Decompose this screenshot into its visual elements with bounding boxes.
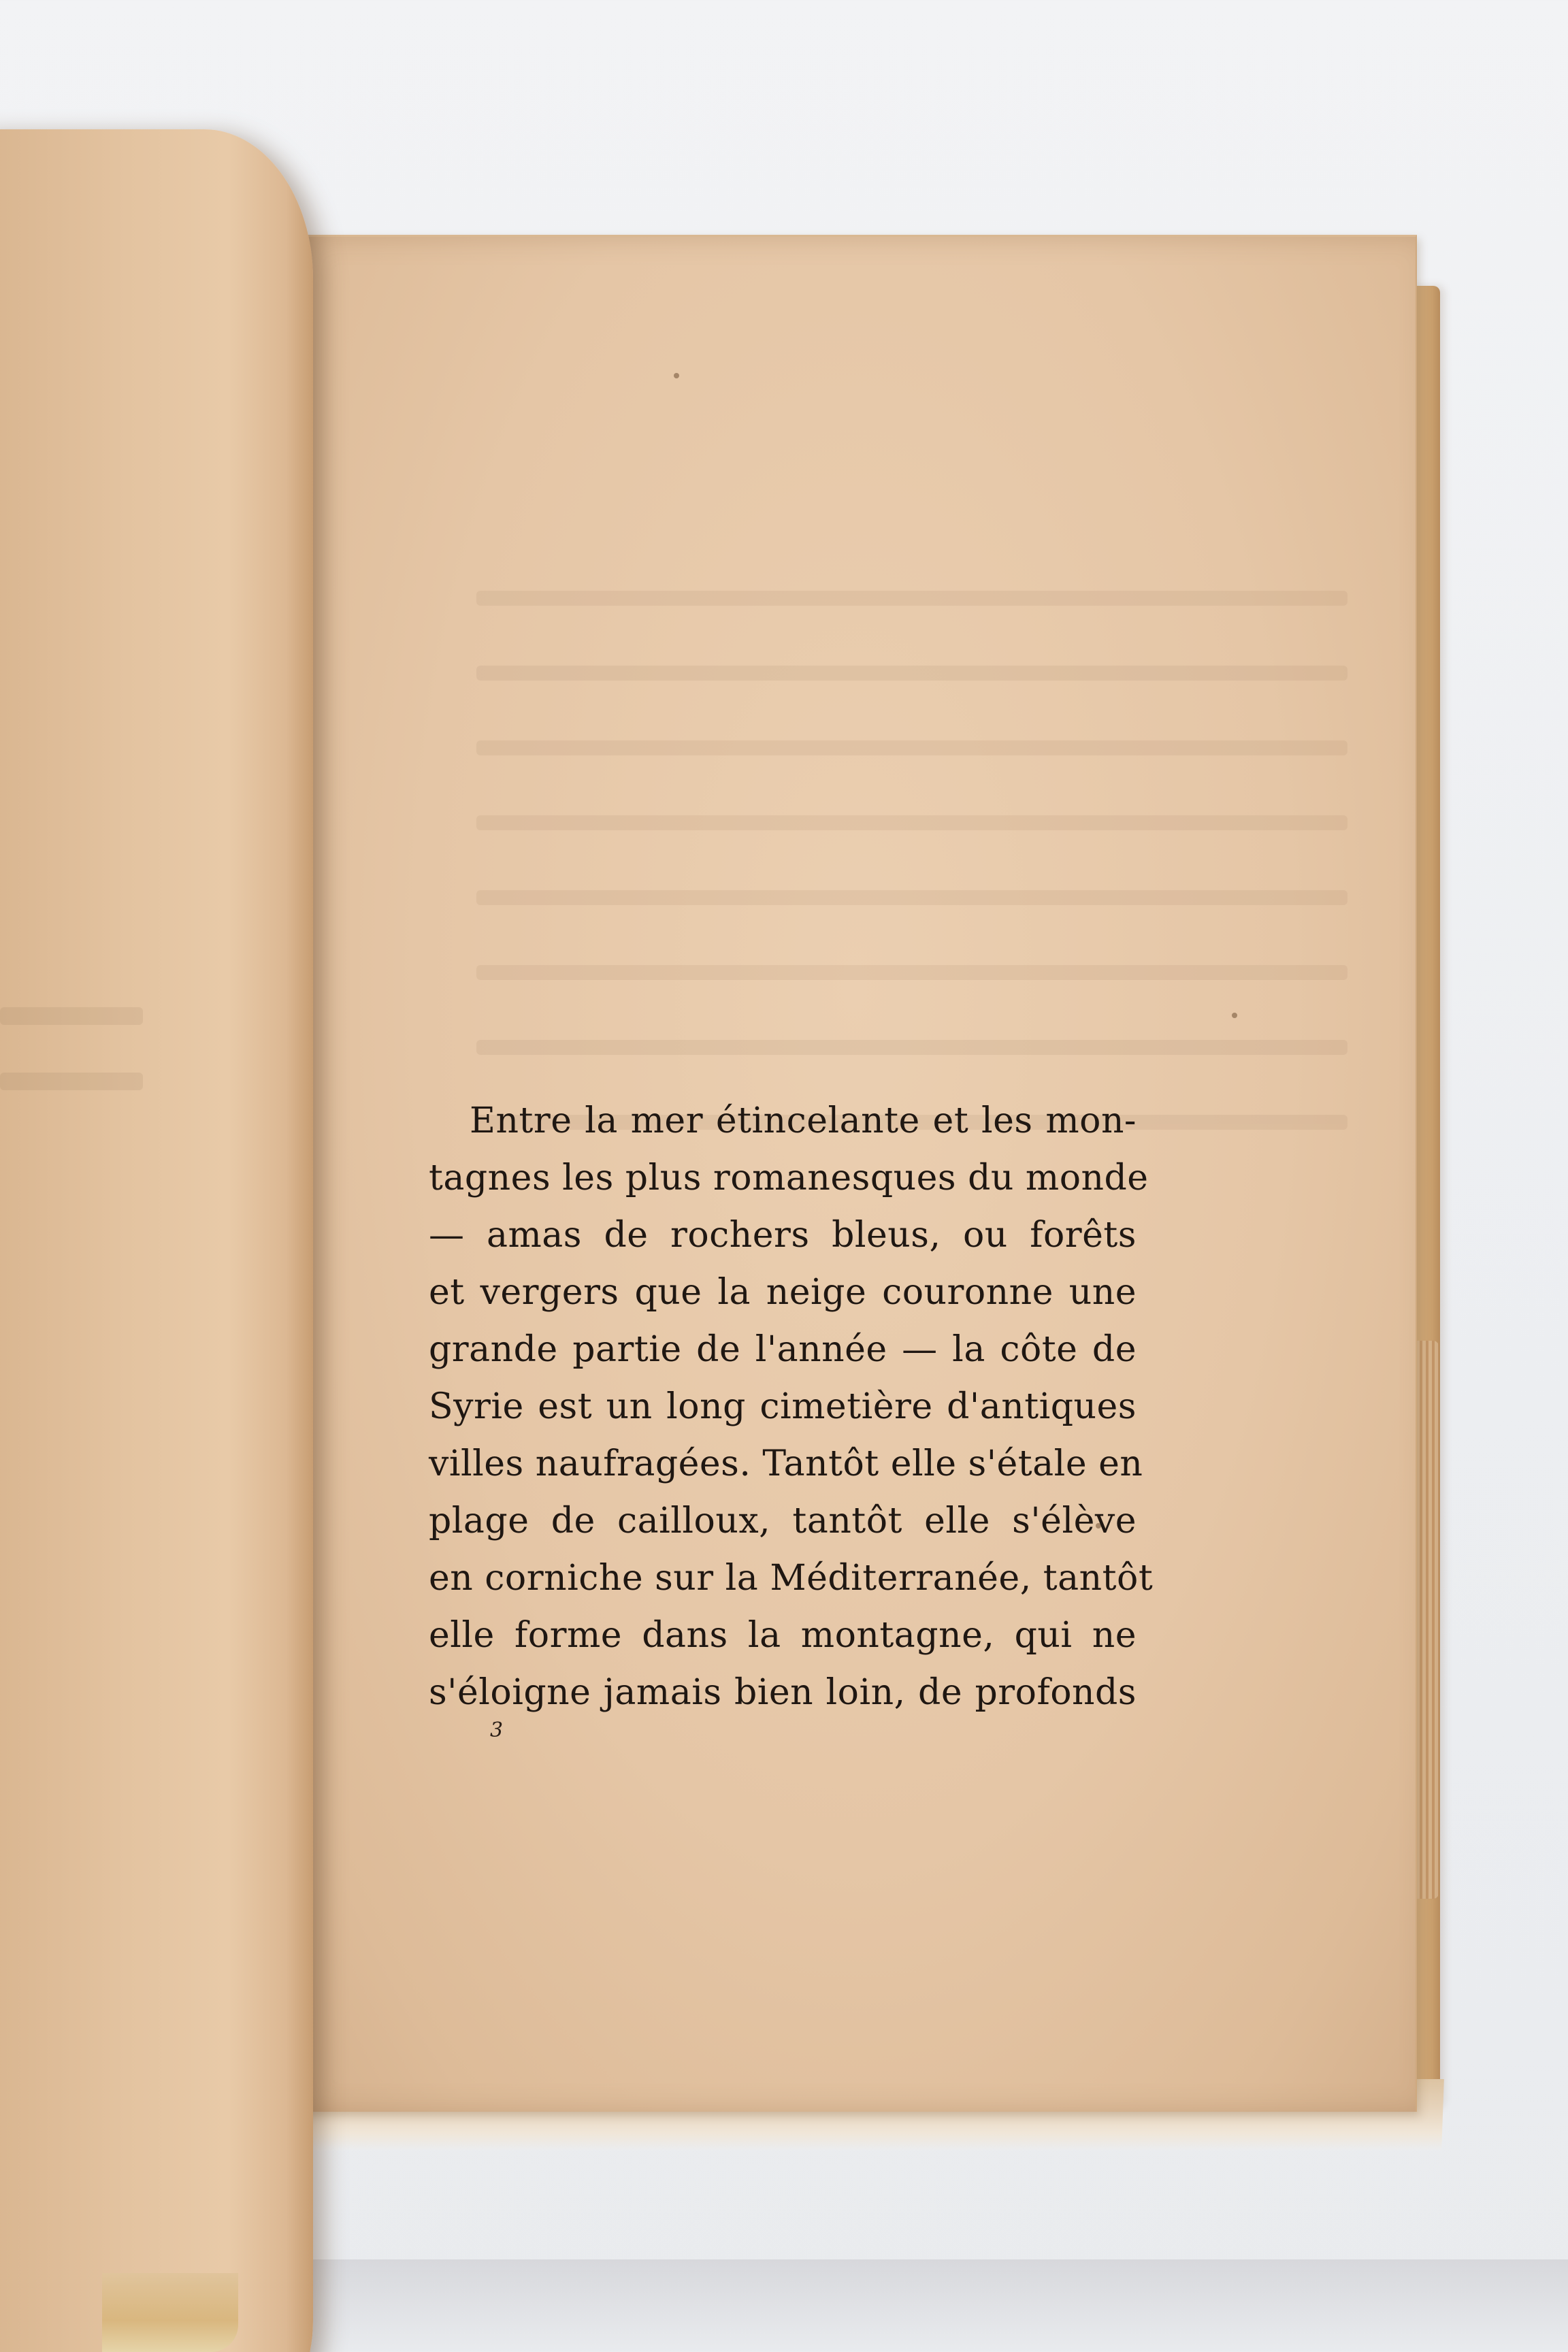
body-paragraph: [429, 1092, 1154, 1721]
left-page-gilt-edge: [102, 2273, 238, 2352]
paragraph-line: Syrie est un long cimetière d'antiques: [429, 1386, 1137, 1427]
paragraph-line: et vergers que la neige couronne une: [429, 1272, 1137, 1313]
paragraph-line: grande partie de l'année — la côte de: [429, 1329, 1137, 1370]
paragraph-line: en corniche sur la Méditerranée, tantôt: [429, 1558, 1154, 1599]
left-page-show-through: [0, 1007, 143, 1138]
paragraph-line: s'éloigne jamais bien loin, de profonds: [429, 1672, 1137, 1713]
paragraph-line: — amas de rochers bleus, ou forêts: [429, 1215, 1137, 1256]
page-number: 3: [490, 1718, 504, 1742]
paper-speck: [674, 373, 679, 378]
paper-speck: [1232, 1013, 1237, 1018]
paragraph-line: villes naufragées. Tantôt elle s'étale en: [429, 1443, 1143, 1484]
paragraph-line: plage de cailloux, tantôt elle s'élève: [429, 1501, 1137, 1541]
paragraph-line: elle forme dans la montagne, qui ne: [429, 1615, 1137, 1656]
paragraph-line: Entre la mer étincelante et les mon-: [470, 1100, 1137, 1141]
left-page: [0, 129, 313, 2352]
paragraph-line: tagnes les plus romanesques du monde: [429, 1158, 1149, 1198]
